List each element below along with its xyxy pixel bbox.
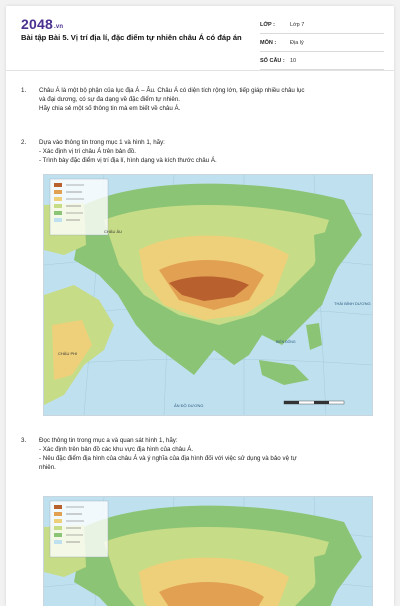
header-divider	[6, 70, 394, 71]
question-number: 1.	[21, 87, 27, 94]
meta-key: SỐ CÂU :	[260, 57, 285, 64]
question-line: - Nêu đặc điểm địa hình của châu Á và ý nghĩa của địa hình đối với việc sử dụng và bảo vệ tự	[39, 455, 297, 462]
question-2	[21, 138, 381, 178]
question-3	[21, 436, 381, 481]
label-pacific: THÁI BÌNH DƯƠNG	[334, 301, 371, 306]
asia-physical-map	[43, 174, 373, 416]
question-line: và đại dương, có sự đa dạng về đặc điểm tự nhiên.	[39, 96, 181, 103]
map-graphic	[44, 175, 372, 415]
asia-physical-map-2	[43, 496, 373, 606]
page-header	[6, 6, 394, 66]
question-line: - Xác định vị trí châu Á trên bản đồ.	[39, 148, 136, 155]
question-text	[39, 86, 304, 113]
meta-row-subject	[260, 34, 384, 52]
map-graphic	[44, 497, 372, 606]
meta-table	[260, 16, 384, 70]
question-number: 2.	[21, 139, 27, 146]
page-title: Bài tập Bài 5. Vị trí địa lí, đặc điểm tự nhiên châu Á có đáp án	[21, 33, 242, 42]
scale-bar	[284, 401, 344, 404]
meta-value: Địa lý	[290, 39, 304, 46]
question-line: Đọc thông tin trong mục a và quan sát hình 1, hãy:	[39, 437, 178, 444]
logo-suffix: .vn	[53, 24, 64, 30]
label-europe: CHÂU ÂU	[104, 229, 123, 234]
question-line: Châu Á là một bộ phận của lục địa Á – Âu. Châu Á có diện tích rộng lớn, tiếp giáp nhiều châu lục	[39, 87, 305, 94]
question-line: - Xác định trên bản đồ các khu vực địa hình của châu Á.	[39, 446, 194, 453]
meta-value: 10	[290, 57, 297, 64]
label-east-sea: BIỂN ĐÔNG	[276, 340, 296, 344]
question-line: Hãy chia sẻ một số thông tin mà em biết về châu Á.	[39, 105, 181, 112]
label-indian: ẤN ĐỘ DƯƠNG	[174, 403, 204, 408]
label-africa: CHÂU PHI	[58, 351, 78, 356]
question-line: Dựa vào thông tin trong mục 1 và hình 1, hãy:	[39, 139, 165, 146]
document-page	[6, 6, 394, 606]
site-logo[interactable]	[21, 16, 63, 32]
question-1	[21, 86, 381, 126]
question-line: - Trình bày đặc điểm vị trí địa lí, hình dạng và kích thước châu Á.	[39, 157, 217, 164]
meta-row-count	[260, 52, 384, 70]
question-text	[39, 436, 297, 472]
question-number: 3.	[21, 437, 27, 444]
meta-value: Lớp 7	[290, 21, 305, 28]
question-line: nhiên.	[39, 464, 56, 471]
meta-row-grade	[260, 16, 384, 34]
meta-key: MÔN :	[260, 39, 277, 46]
logo-number: 2048	[21, 16, 53, 32]
meta-key: LỚP :	[260, 21, 275, 28]
question-text	[39, 138, 217, 165]
